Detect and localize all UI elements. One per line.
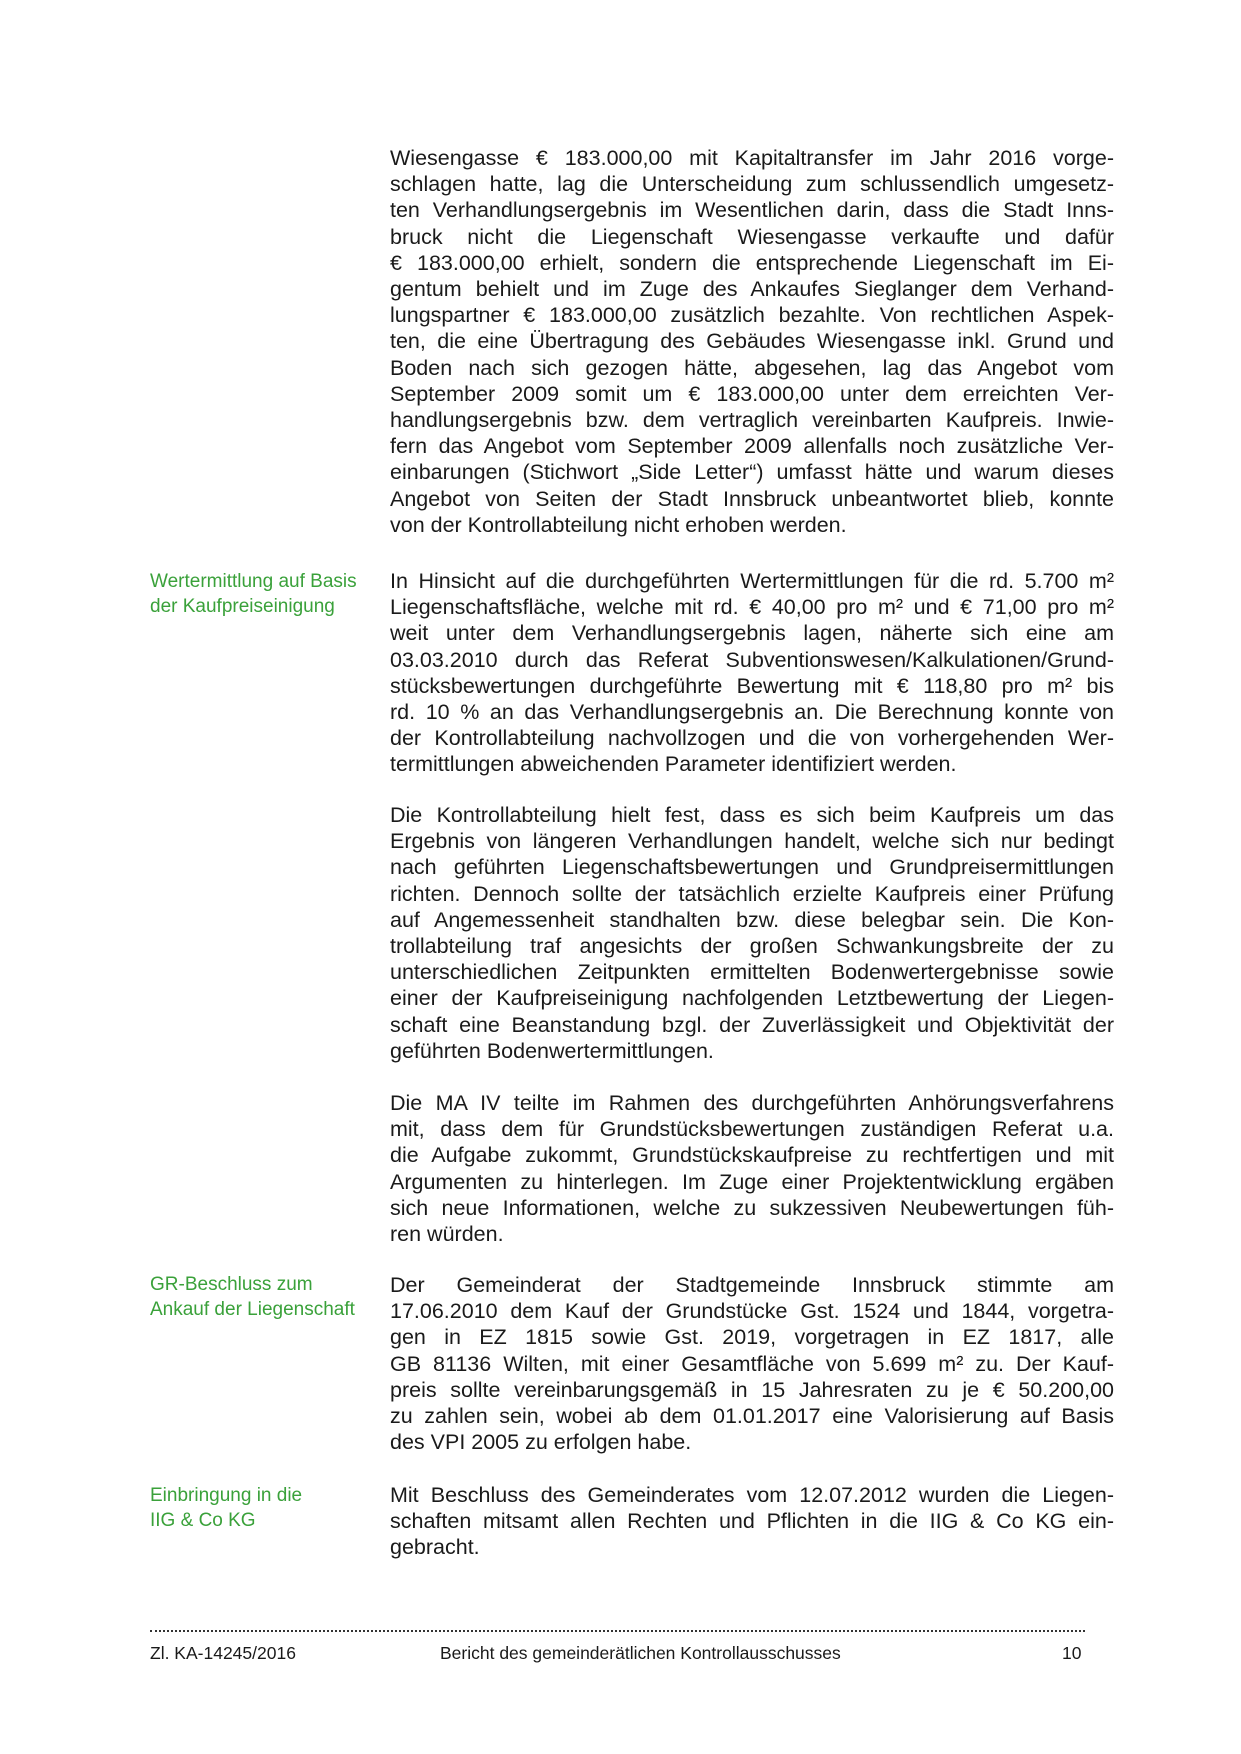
text-line: lungspartner € 183.000,00 zusätzlich bezahlte. Von rechtlichen Aspek- <box>390 303 1114 328</box>
footer-title: Bericht des gemeinderätlichen Kontrollausschusses <box>440 1643 841 1663</box>
text-line: Wiesengasse € 183.000,00 mit Kapitaltransfer im Jahr 2016 vorge- <box>390 146 1114 170</box>
margin-note-line: der Kaufpreiseinigung <box>150 596 335 617</box>
margin-note-line: Wertermittlung auf Basis <box>150 571 357 592</box>
text-line: weit unter dem Verhandlungsergebnis lagen, näherte sich eine am <box>390 621 1114 646</box>
text-line: Boden nach sich gezogen hätte, abgesehen, lag das Angebot vom <box>390 355 1114 380</box>
text-line: Angebot von Seiten der Stadt Innsbruck unbeantwortet blieb, konnte <box>390 486 1114 511</box>
text-line: einer der Kaufpreiseinigung nachfolgenden Letztbewertung der Liegen- <box>390 986 1114 1011</box>
footer-divider <box>150 1630 1085 1632</box>
text-line: zu zahlen sein, wobei ab dem 01.01.2017 eine Valorisierung auf Basis <box>390 1404 1114 1429</box>
text-line: gen in EZ 1815 sowie Gst. 2019, vorgetragen in EZ 1817, alle <box>390 1325 1114 1350</box>
text-line: 03.03.2010 durch das Referat Subventionswesen/Kalkulationen/Grund- <box>390 647 1114 672</box>
margin-note-line: Ankauf der Liegenschaft <box>150 1299 355 1320</box>
text-line: termittlungen abweichenden Parameter identifiziert werden. <box>390 752 957 777</box>
text-line: von der Kontrollabteilung nicht erhoben werden. <box>390 512 847 537</box>
body-paragraph-1 <box>390 145 1114 538</box>
text-line: ren würden. <box>390 1222 504 1247</box>
text-line: unterschiedlichen Zeitpunkten ermittelten Bodenwertergebnisse sowie <box>390 960 1114 985</box>
text-line: einbarungen (Stichwort „Side Letter“) umfasst hätte und warum dieses <box>390 460 1114 485</box>
text-line: nach geführten Liegenschaftsbewertungen und Grundpreisermittlungen <box>390 855 1114 880</box>
text-line: preis sollte vereinbarungsgemäß in 15 Jahresraten zu je € 50.200,00 <box>390 1377 1114 1402</box>
text-line: In Hinsicht auf die durchgeführten Wertermittlungen für die rd. 5.700 m² <box>390 569 1114 593</box>
margin-note-wertermittlung <box>150 569 386 619</box>
text-line: schaften mitsamt allen Rechten und Pflichten in die IIG & Co KG ein- <box>390 1509 1114 1534</box>
text-line: 17.06.2010 dem Kauf der Grundstücke Gst. 1524 und 1844, vorgetra- <box>390 1299 1114 1324</box>
page-number: 10 <box>1062 1643 1082 1663</box>
margin-note-gr-beschluss <box>150 1272 386 1322</box>
text-line: Ergebnis von längeren Verhandlungen handelt, welche sich nur bedingt <box>390 829 1114 854</box>
text-line: auf Angemessenheit standhalten bzw. diese belegbar sein. Die Kon- <box>390 907 1114 932</box>
text-line: GB 81136 Wilten, mit einer Gesamtfläche von 5.699 m² zu. Der Kauf- <box>390 1351 1114 1376</box>
text-line: mit, dass dem für Grundstücksbewertungen zuständigen Referat u.a. <box>390 1117 1114 1142</box>
margin-note-line: GR-Beschluss zum <box>150 1274 313 1295</box>
footer-reference: Zl. KA-14245/2016 <box>150 1643 296 1663</box>
margin-note-einbringung <box>150 1483 386 1533</box>
body-paragraph-3 <box>390 802 1114 1064</box>
margin-note-line: Einbringung in die <box>150 1485 303 1506</box>
text-line: geführten Bodenwertermittlungen. <box>390 1038 714 1063</box>
text-line: schlagen hatte, lag die Unterscheidung zum schlussendlich umgesetz- <box>390 172 1114 197</box>
text-line: trollabteilung traf angesichts der großen Schwankungsbreite der zu <box>390 934 1114 959</box>
text-line: Die Kontrollabteilung hielt fest, dass es sich beim Kaufpreis um das <box>390 803 1114 827</box>
text-line: des VPI 2005 zu erfolgen habe. <box>390 1430 692 1455</box>
margin-note-line: IIG & Co KG <box>150 1510 256 1531</box>
body-paragraph-6 <box>390 1482 1114 1561</box>
text-line: ten, die eine Übertragung des Gebäudes Wiesengasse inkl. Grund und <box>390 329 1114 354</box>
text-line: ten Verhandlungsergebnis im Wesentlichen darin, dass die Stadt Inns- <box>390 198 1114 223</box>
text-line: richten. Dennoch sollte der tatsächlich erzielte Kaufpreis einer Prüfung <box>390 881 1114 906</box>
text-line: Der Gemeinderat der Stadtgemeinde Innsbruck stimmte am <box>390 1273 1114 1297</box>
body-paragraph-5 <box>390 1272 1114 1455</box>
text-line: rd. 10 % an das Verhandlungsergebnis an. Die Berechnung konnte von <box>390 700 1114 725</box>
text-line: handlungsergebnis bzw. dem vertraglich vereinbarten Kaufpreis. Inwie- <box>390 408 1114 433</box>
text-line: Mit Beschluss des Gemeinderates vom 12.07.2012 wurden die Liegen- <box>390 1483 1114 1507</box>
text-line: gentum behielt und im Zuge des Ankaufes Sieglanger dem Verhand- <box>390 277 1114 302</box>
text-line: schaft eine Beanstandung bzgl. der Zuverlässigkeit und Objektivität der <box>390 1012 1114 1037</box>
body-paragraph-4 <box>390 1090 1114 1247</box>
text-line: fern das Angebot vom September 2009 allenfalls noch zusätzliche Ver- <box>390 434 1114 459</box>
text-line: Argumenten zu hinterlegen. Im Zuge einer Projektentwicklung ergäben <box>390 1169 1114 1194</box>
text-line: € 183.000,00 erhielt, sondern die entsprechende Liegenschaft im Ei- <box>390 250 1114 275</box>
text-line: der Kontrollabteilung nachvollzogen und die von vorhergehenden Wer- <box>390 726 1114 751</box>
text-line: gebracht. <box>390 1535 480 1560</box>
text-line: die Aufgabe zukommt, Grundstückskaufpreise zu rechtfertigen und mit <box>390 1143 1114 1168</box>
text-line: sich neue Informationen, welche zu sukzessiven Neubewertungen füh- <box>390 1195 1114 1220</box>
text-line: September 2009 somit um € 183.000,00 unter dem erreichten Ver- <box>390 381 1114 406</box>
text-line: Liegenschaftsfläche, welche mit rd. € 40,00 pro m² und € 71,00 pro m² <box>390 595 1114 620</box>
text-line: bruck nicht die Liegenschaft Wiesengasse verkaufte und dafür <box>390 224 1114 249</box>
text-line: stücksbewertungen durchgeführte Bewertung mit € 118,80 pro m² bis <box>390 673 1114 698</box>
body-paragraph-2 <box>390 568 1114 778</box>
text-line: Die MA IV teilte im Rahmen des durchgeführten Anhörungsverfahrens <box>390 1091 1114 1115</box>
